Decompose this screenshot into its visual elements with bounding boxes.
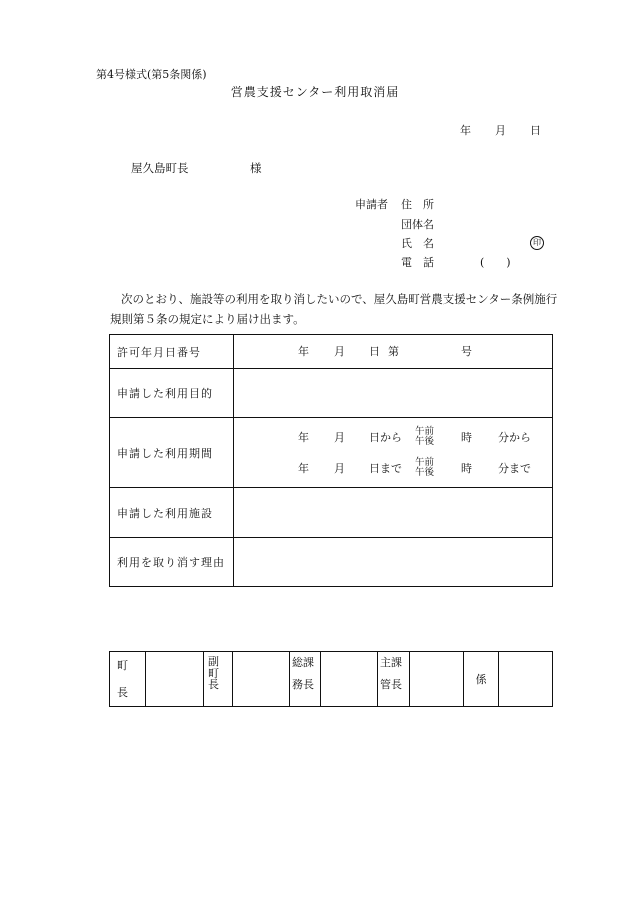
general-label-1: 総課 xyxy=(292,656,314,669)
period-end-day: 日まで xyxy=(369,462,402,475)
seal-mark: 印 xyxy=(530,236,544,250)
mayor-stamp-cell xyxy=(146,652,204,707)
main-manager-label-cell xyxy=(377,652,409,707)
general-affairs-label-cell xyxy=(290,652,321,707)
name-field-label: 氏 名 xyxy=(401,237,434,250)
purpose-label: 申請した利用目的 xyxy=(110,369,234,418)
period-row xyxy=(110,418,553,488)
general-label-2: 務長 xyxy=(292,678,314,691)
form-title: 営農支援センター利用取消届 xyxy=(230,85,400,99)
purpose-value xyxy=(234,369,553,418)
staff-label-cell xyxy=(463,652,498,707)
address-field-label: 住 所 xyxy=(401,198,434,211)
group-name-field-label: 団体名 xyxy=(401,218,434,231)
body-text-line-2: 規則第５条の規定により届け出ます。 xyxy=(110,312,305,326)
permit-month: 月 xyxy=(334,345,345,358)
phone-field-label: 電 話 xyxy=(401,256,434,269)
purpose-row xyxy=(110,369,553,418)
period-end-am: 午前 xyxy=(415,457,435,468)
mayor-label-cell xyxy=(110,652,146,707)
general-affairs-stamp-cell xyxy=(321,652,378,707)
period-start-hour: 時 xyxy=(461,431,472,444)
period-end-minute: 分まで xyxy=(498,462,531,475)
form-number: 第4号様式(第5条関係) xyxy=(96,68,207,81)
addressee-honorific: 様 xyxy=(250,161,262,175)
period-start-pm: 午後 xyxy=(415,436,435,447)
period-end-hour: 時 xyxy=(461,462,472,475)
period-label: 申請した利用期間 xyxy=(110,418,234,488)
period-start-minute: 分から xyxy=(498,431,531,444)
staff-stamp-cell xyxy=(499,652,553,707)
period-end-pm: 午後 xyxy=(415,467,435,478)
cancellation-details-table xyxy=(109,334,553,587)
deputy-label-1: 副 xyxy=(208,655,220,668)
main-label-2: 管長 xyxy=(379,678,402,691)
period-start-am: 午前 xyxy=(415,426,435,437)
mayor-label-1: 町 xyxy=(117,659,128,672)
deputy-label-3: 長 xyxy=(208,678,220,691)
permit-row xyxy=(110,335,553,369)
facility-row xyxy=(110,488,553,538)
period-start-year: 年 xyxy=(298,431,309,444)
date-day-label: 日 xyxy=(530,124,541,137)
staff-label: 係 xyxy=(475,673,487,686)
deputy-label-2: 町 xyxy=(208,666,220,680)
permit-year: 年 xyxy=(298,345,309,358)
reason-label: 利用を取り消す理由 xyxy=(110,538,234,587)
facility-value xyxy=(234,488,553,538)
main-label-1: 主課 xyxy=(379,656,402,669)
reason-row xyxy=(110,538,553,587)
main-manager-stamp-cell xyxy=(410,652,464,707)
phone-area-code-parens: ( ) xyxy=(480,256,511,269)
mayor-label-2: 長 xyxy=(117,686,128,699)
body-text-line-1: 次のとおり、施設等の利用を取り消したいので、屋久島町営農支援センター条例施行 xyxy=(121,292,558,306)
period-end-year: 年 xyxy=(298,462,309,475)
period-end-month: 月 xyxy=(334,462,345,475)
deputy-mayor-stamp-cell xyxy=(233,652,290,707)
deputy-mayor-label-cell xyxy=(204,652,233,707)
permit-number-label: 許可年月日番号 xyxy=(110,335,234,369)
period-value xyxy=(234,418,553,488)
permit-go: 号 xyxy=(461,345,472,358)
period-start-month: 月 xyxy=(334,431,345,444)
permit-dai: 第 xyxy=(388,345,399,358)
approval-stamp-table xyxy=(109,651,553,707)
period-start-day: 日から xyxy=(369,431,402,444)
permit-day: 日 xyxy=(369,345,380,358)
permit-number-value xyxy=(234,335,553,369)
facility-label: 申請した利用施設 xyxy=(110,488,234,538)
applicant-label: 申請者 xyxy=(355,198,388,211)
date-month-label: 月 xyxy=(495,124,506,137)
date-year-label: 年 xyxy=(460,124,471,137)
reason-value xyxy=(234,538,553,587)
addressee-name: 屋久島町長 xyxy=(131,161,189,175)
